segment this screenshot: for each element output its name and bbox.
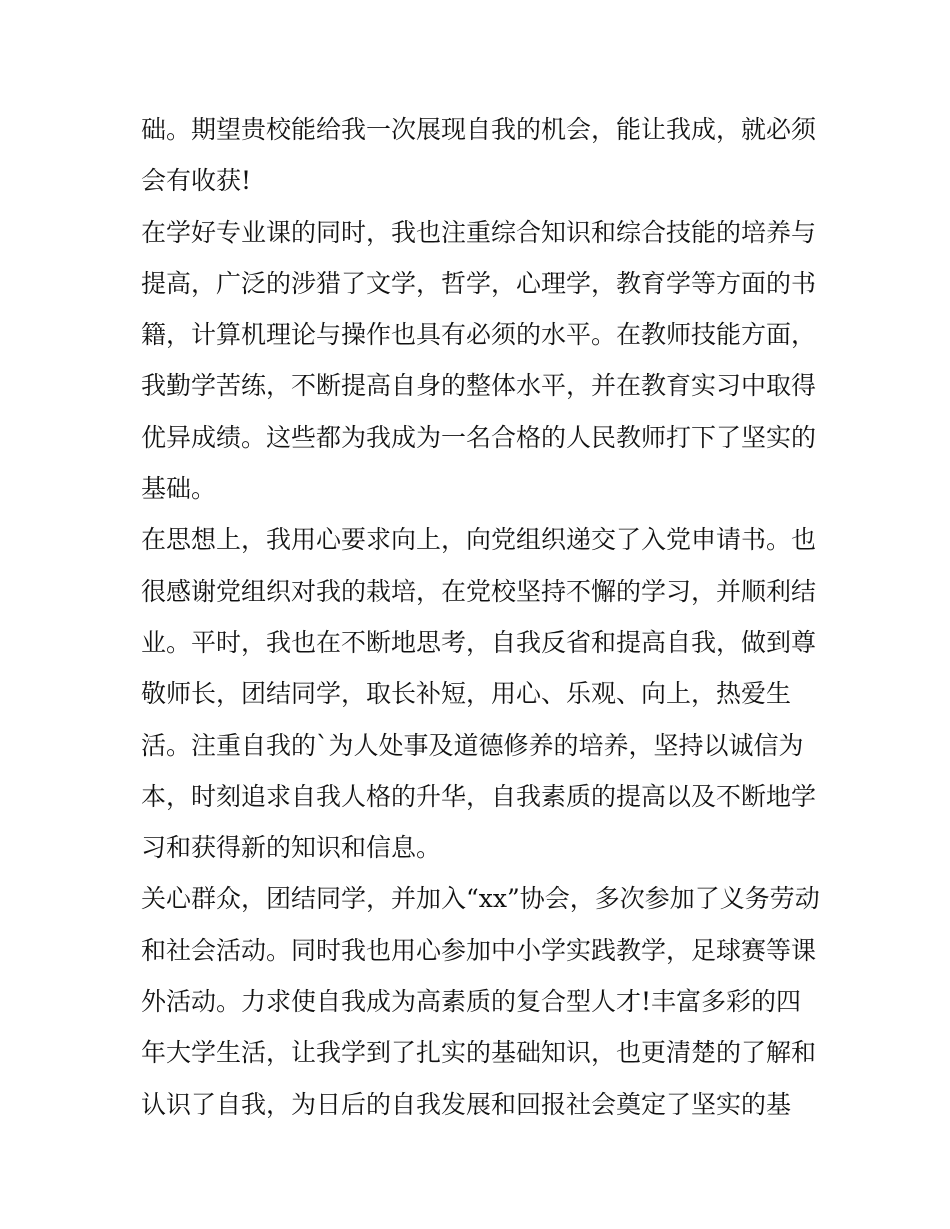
- text-line: 很感谢党组织对我的栽培，在党校坚持不懈的学习，并顺利结: [141, 576, 817, 606]
- text-line: 籍，计算机理论与操作也具有必须的水平。在教师技能方面，: [141, 320, 817, 350]
- text-line: 敬师长，团结同学，取长补短，用心、乐观、向上，热爱生: [141, 679, 792, 709]
- text-line: 会有收获!: [141, 166, 252, 196]
- text-line: 和社会活动。同时我也用心参加中小学实践教学，足球赛等课: [141, 935, 817, 965]
- text-line: 外活动。力求使自我成为高素质的复合型人才!丰富多彩的四: [141, 987, 802, 1017]
- text-line: 业。平时，我也在不断地思考，自我反省和提高自我，做到尊: [141, 627, 817, 657]
- text-line: 关心群众，团结同学，并加入“xx”协会，多次参加了义务劳动: [141, 884, 820, 914]
- text-line: 年大学生活，让我学到了扎实的基础知识，也更清楚的了解和: [141, 1038, 817, 1068]
- text-line: 在学好专业课的同时，我也注重综合知识和综合技能的培养与: [141, 217, 817, 247]
- text-line: 本，时刻追求自我人格的升华，自我素质的提高以及不断地学: [141, 781, 817, 811]
- text-line: 础。期望贵校能给我一次展现自我的机会，能让我成，就必须: [141, 115, 817, 144]
- text-line: 在思想上，我用心要求向上，向党组织递交了入党申请书。也: [141, 525, 817, 555]
- document-body: [141, 104, 820, 1130]
- text-line: 提高，广泛的涉猎了文学，哲学，心理学，教育学等方面的书: [141, 268, 817, 298]
- text-line: 我勤学苦练，不断提高自身的整体水平，并在教育实习中取得: [141, 371, 817, 401]
- text-line: 习和获得新的知识和信息。: [141, 833, 442, 863]
- text-line: 基础。: [141, 474, 217, 504]
- text-line: 活。注重自我的`为人处事及道德修养的培养，坚持以诚信为: [141, 730, 804, 760]
- text-line: 优异成绩。这些都为我成为一名合格的人民教师打下了坚实的: [141, 422, 817, 452]
- text-line: 认识了自我，为日后的自我发展和回报社会奠定了坚实的基: [141, 1089, 792, 1119]
